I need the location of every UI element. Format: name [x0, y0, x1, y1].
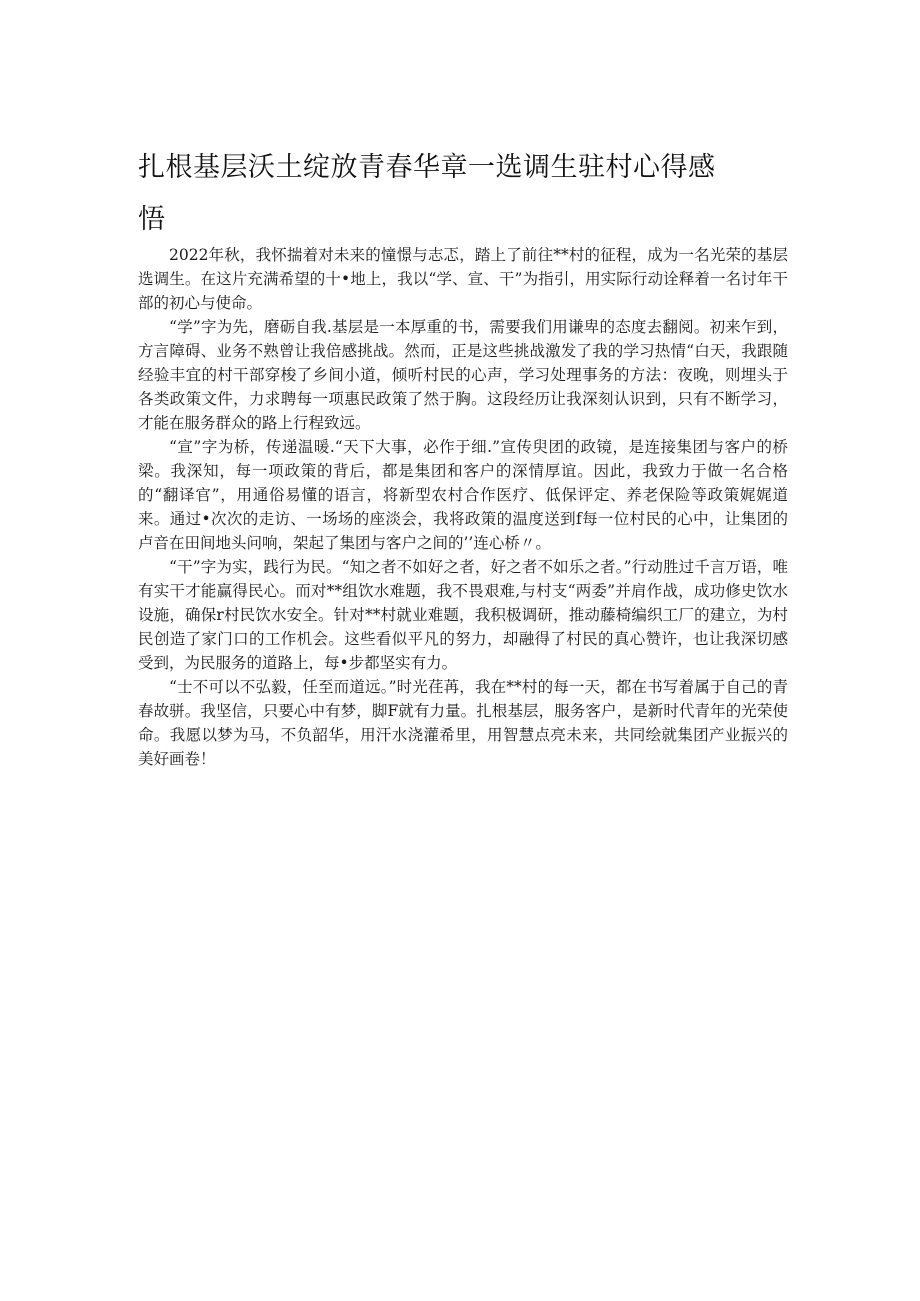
document-body [138, 243, 788, 771]
paragraph: 2022年秋，我怀揣着对未来的憧憬与志忑，踏上了前往**村的征程，成为一名光荣的基层选调生。在这片充满希望的十•地上，我以“学、宣、干”为指引，用实际行动诠释着一名讨年干部的初心与使命。 [138, 246, 788, 312]
paragraph: “士不可以不弘毅，任至而道远。”时光荏苒，我在**村的每一天，都在书写着属于自己的青春故骈。我坚信，只要心中有梦，脚F就有力量。扎根基层，服务客户，是新时代青年的光荣使命。我愿以梦为马，不负韶华，用汗水浇灌希里，用智慧点亮未来，共同绘就集团产业振兴的美好画卷！ [138, 678, 788, 768]
document-title: 扎根基层沃土绽放青春华章一选调生驻村心得感悟 [138, 152, 716, 235]
paragraph: “学”字为先，磨砺自我.基层是一本厚重的书，需要我们用谦卑的态度去翻阅。初来乍到，方言障碍、业务不熟曾让我倍感挑战。然而，正是这些挑战激发了我的学习热情“白天，我跟随经验丰宜的村干部穿梭了乡间小道，倾听村民的心声，学习处理事务的方法：夜晚，则埋头于各类政策文件，力求聘每一项惠民政策了然于胸。这段经历让我深刻认识到，只有不断学习，才能在服务群众的路上行程致远。 [138, 318, 788, 432]
paragraph: “宣”字为桥，传递温暖.“天下大事，必作于细.”宣传臾团的政镜，是连接集团与客户的桥梁。我深知，每一项政策的背后，都是集团和客户的深情厚谊。因此，我致力于做一名合格的“翻译官”，用通俗易懂的语言，将新型农村合作医疗、低保评定、养老保险等政策娓娓道来。通过•次次的走访、一场场的座淡会，我将政策的温度送到f每一位村民的心中，让集团的卢音在田间地头问响，架起了集团与客户之间的’’连心桥〃。 [138, 438, 788, 552]
paragraph: “干”字为实，践行为民。“知之者不如好之者，好之者不如乐之者。”行动胜过千言万语，唯有实干才能赢得民心。而对**组饮水难题，我不畏艰难,与村支“两委”并肩作战，成功修史饮水设施，确保r村民饮水安全。针对**村就业难题，我积极调研，推动藤椅编织工厂的建立，为村民创造了家门口的工作机会。这些看似平凡的努力，却融得了村民的真心赞许，也让我深切感受到，为民服务的道路上，每•步都坚实有力。 [138, 558, 788, 672]
